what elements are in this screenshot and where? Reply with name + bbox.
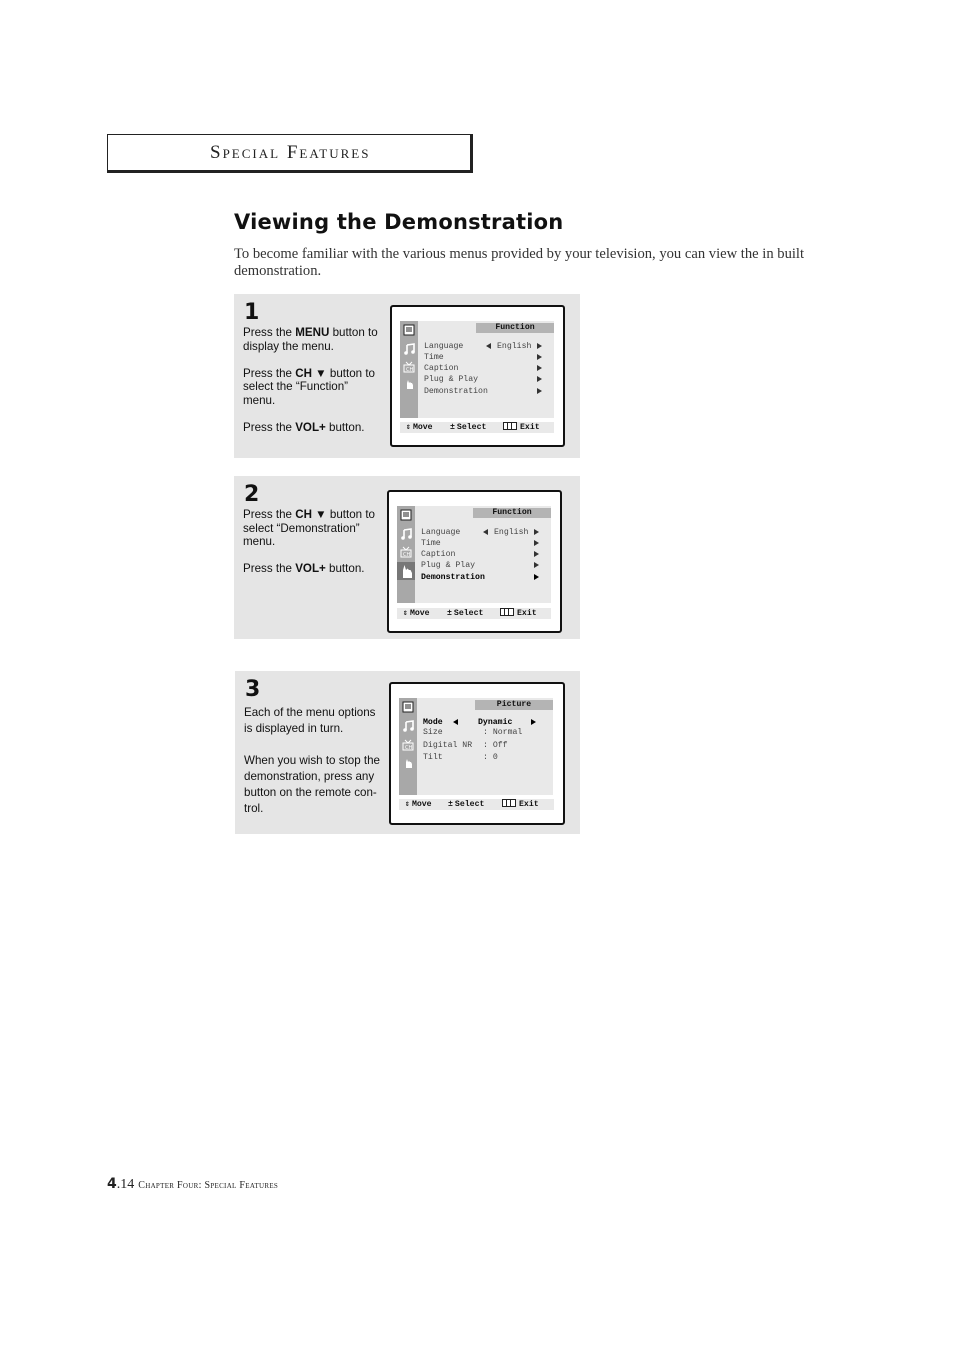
status-exit: Exit <box>502 799 539 810</box>
status-select: ± Select <box>447 609 484 618</box>
menu-item: Plug & Play <box>421 561 476 570</box>
menu-item-value: English <box>497 342 532 351</box>
arrow-left-icon <box>486 343 491 349</box>
arrow-right-icon <box>534 562 539 568</box>
menu-item-selected: Mode <box>423 718 443 727</box>
page-number-major: 4 <box>107 1176 117 1192</box>
arrow-right-icon <box>534 574 539 580</box>
section-header-box <box>107 134 473 173</box>
arrow-left-icon <box>453 719 458 725</box>
plus-minus-icon: ± <box>450 423 455 432</box>
arrow-right-icon <box>537 343 542 349</box>
step-number: 3 <box>245 677 261 702</box>
status-select: ± Select <box>450 423 487 432</box>
step-instructions <box>244 705 384 831</box>
instruction-line: Press the CH ▼ button to select “Demonstration” menu. <box>243 508 376 549</box>
arrow-left-icon <box>483 529 488 535</box>
menu-item: Caption <box>421 550 456 559</box>
menu-icon <box>502 799 516 807</box>
step-instructions <box>243 326 383 448</box>
step-3-panel <box>235 671 580 834</box>
menu-item-value: Dynamic <box>478 718 513 727</box>
intro-paragraph: To become familiar with the various menus provided by your television, you can view the in built demonstration. <box>234 246 805 279</box>
menu-item: Demonstration <box>424 387 488 396</box>
menu-header: Function <box>473 508 551 518</box>
picture-icon <box>402 701 414 713</box>
arrow-right-icon <box>537 376 542 382</box>
menu-panel <box>417 698 553 795</box>
channel-icon <box>403 361 415 373</box>
menu-item-selected: Demonstration <box>421 573 485 582</box>
step-1-panel <box>234 294 580 458</box>
tv-screen <box>390 305 565 447</box>
status-exit: Exit <box>503 422 540 433</box>
section-title: Special Features <box>210 142 371 163</box>
instruction-line: When you wish to stop the demonstration, press any button on the remote con-trol. <box>244 754 380 815</box>
menu-panel <box>418 321 554 418</box>
page-footer <box>107 1175 278 1193</box>
menu-item: Time <box>424 353 444 362</box>
menu-item-value: : 0 <box>483 753 498 762</box>
menu-item: Digital NR <box>423 741 473 750</box>
plus-minus-icon: ± <box>447 609 452 618</box>
arrow-right-icon <box>534 540 539 546</box>
status-bar <box>397 608 551 619</box>
svg-text:CH: CH <box>405 745 413 751</box>
tv-screen <box>389 682 565 825</box>
page-number-minor: .14 <box>116 1177 135 1192</box>
menu-icon <box>500 608 514 616</box>
menu-item: Tilt <box>423 753 443 762</box>
status-move: ⇕ Move <box>406 423 433 432</box>
svg-text:CH: CH <box>403 552 411 558</box>
menu-item-value: : Normal <box>483 728 523 737</box>
sound-icon <box>402 720 414 732</box>
step-number: 1 <box>244 300 260 325</box>
up-down-icon: ⇕ <box>403 609 408 618</box>
status-move: ⇕ Move <box>403 609 430 618</box>
menu-item-value: : Off <box>483 741 508 750</box>
menu-icon-bar <box>400 321 418 418</box>
menu-item: Language <box>421 528 461 537</box>
function-icon <box>397 562 415 580</box>
menu-item: Language <box>424 342 464 351</box>
tv-screen <box>387 490 562 633</box>
status-select: ± Select <box>448 800 485 809</box>
page-title: Viewing the Demonstration <box>234 210 564 234</box>
up-down-icon: ⇕ <box>406 423 411 432</box>
status-bar <box>400 422 554 433</box>
menu-icon-bar <box>399 698 417 795</box>
arrow-right-icon <box>531 719 536 725</box>
instruction-line: Press the CH ▼ button to select the “Function” menu. <box>243 366 376 407</box>
menu-header: Picture <box>475 700 553 710</box>
function-icon <box>402 757 414 769</box>
menu-item: Plug & Play <box>424 375 479 384</box>
channel-icon <box>400 546 412 558</box>
svg-text:CH: CH <box>406 367 414 373</box>
status-move: ⇕ Move <box>405 800 432 809</box>
menu-icon <box>503 422 517 430</box>
status-bar <box>399 799 554 810</box>
step-instructions <box>243 508 377 589</box>
menu-item: Time <box>421 539 441 548</box>
channel-icon <box>402 739 414 751</box>
arrow-right-icon <box>534 529 539 535</box>
arrow-right-icon <box>534 551 539 557</box>
sound-icon <box>403 343 415 355</box>
picture-icon <box>403 324 415 336</box>
picture-icon <box>400 509 412 521</box>
step-2-panel <box>234 476 580 639</box>
instruction-line: Press the VOL+ button. <box>243 562 365 576</box>
status-exit: Exit <box>500 608 537 619</box>
sound-icon <box>400 528 412 540</box>
menu-item: Size <box>423 728 443 737</box>
plus-minus-icon: ± <box>448 800 453 809</box>
arrow-right-icon <box>537 365 542 371</box>
chapter-label: Chapter Four: Special Features <box>138 1180 279 1191</box>
menu-header: Function <box>476 323 554 333</box>
instruction-line: Press the VOL+ button. <box>243 420 365 434</box>
arrow-right-icon <box>537 354 542 360</box>
menu-item-value: English <box>494 528 529 537</box>
function-icon <box>403 378 415 390</box>
menu-item: Caption <box>424 364 459 373</box>
step-number: 2 <box>244 482 260 507</box>
arrow-right-icon <box>537 388 542 394</box>
instruction-line: Press the MENU button to display the menu. <box>243 326 378 353</box>
up-down-icon: ⇕ <box>405 800 410 809</box>
menu-panel <box>415 506 551 603</box>
menu-icon-bar <box>397 506 415 603</box>
instruction-line: Each of the menu options is displayed in turn. <box>244 706 376 735</box>
